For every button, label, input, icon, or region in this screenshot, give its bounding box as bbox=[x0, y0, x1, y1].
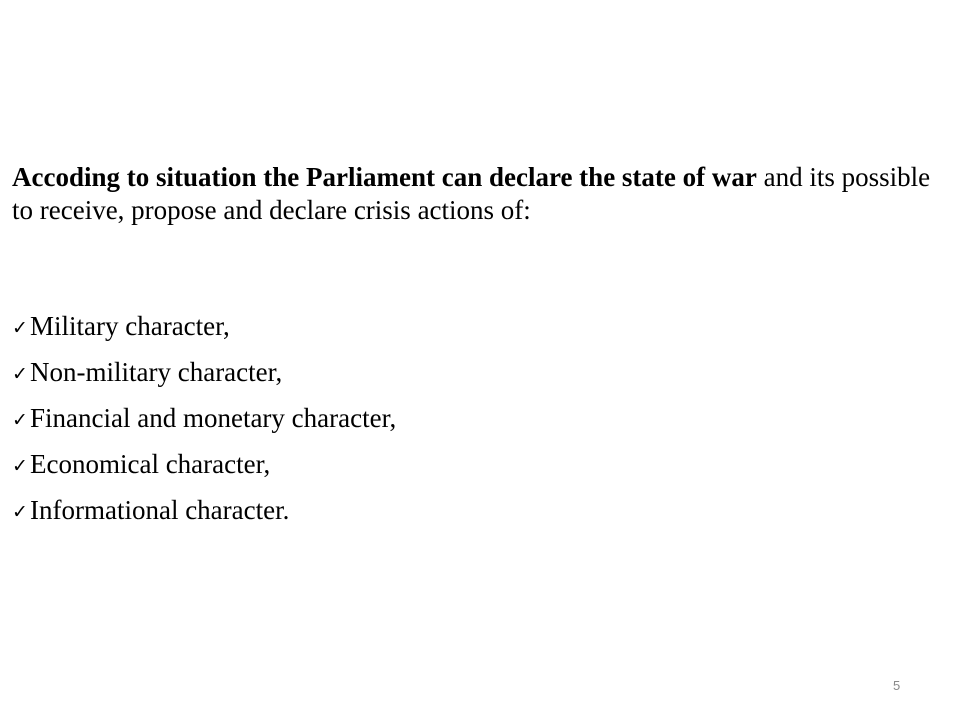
list-item bbox=[12, 310, 396, 356]
checkmark-icon: ✓ bbox=[12, 501, 28, 523]
checkmark-icon: ✓ bbox=[12, 455, 28, 477]
list-item-label: Economical character, bbox=[30, 449, 271, 479]
list-item-label: Non-military character, bbox=[30, 357, 283, 387]
list-item bbox=[12, 494, 396, 540]
character-list bbox=[12, 310, 396, 540]
list-item bbox=[12, 402, 396, 448]
checkmark-icon: ✓ bbox=[12, 409, 28, 431]
list-item bbox=[12, 356, 396, 402]
list-item bbox=[12, 448, 396, 494]
intro-paragraph bbox=[12, 161, 942, 227]
checkmark-icon: ✓ bbox=[12, 363, 28, 385]
list-item-label: Financial and monetary character, bbox=[30, 403, 397, 433]
intro-rest-text: and its possible to receive, propose and declare crisis actions of: bbox=[12, 162, 931, 225]
list-item-label: Informational character. bbox=[30, 495, 290, 525]
list-item-label: Military character, bbox=[30, 311, 230, 341]
page-number: 5 bbox=[893, 678, 901, 693]
checkmark-icon: ✓ bbox=[12, 317, 28, 339]
intro-bold-text: Accoding to situation the Parliament can declare the state of war bbox=[12, 162, 757, 192]
